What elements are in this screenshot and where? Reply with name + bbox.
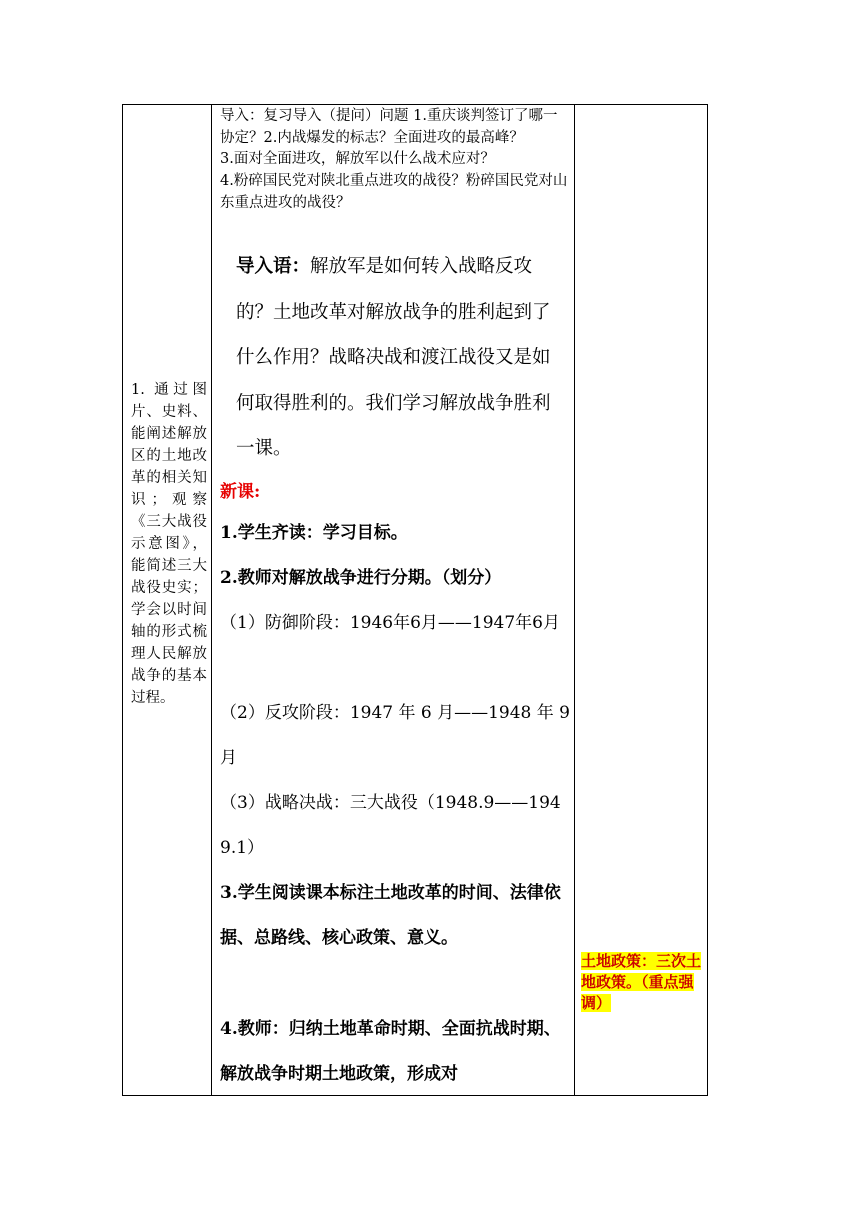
step-3: 3.学生阅读课本标注土地改革的时间、法律依据、总路线、核心政策、意义。 bbox=[220, 883, 561, 948]
step-2: 2.教师对解放战争进行分期。（划分） bbox=[220, 568, 502, 588]
intro-text: 解放军是如何转入战略反攻的？土地改革对解放战争的胜利起到了什么作用？战略决战和渡江战役又是如何取得胜利的。我们学习解放战争胜利一课。 bbox=[236, 256, 551, 459]
teaching-process-cell bbox=[212, 105, 574, 1095]
notes-cell bbox=[575, 105, 707, 1095]
new-lesson-heading: 新课: bbox=[220, 482, 261, 502]
review-line-2: 3.面对全面进攻，解放军以什么战术应对？ bbox=[220, 151, 495, 168]
learning-objective-text: 1. 通过图片、史料、能阐述解放区的土地改革的相关知识；观察《三大战役示意图》，能简述三大战役史实；学会以时间轴的形式梳理人民解放战争的基本过程。 bbox=[131, 382, 207, 706]
review-line-3: 4.粉碎国民党对陕北重点进攻的战役？粉碎国民党对山东重点进攻的战役？ bbox=[220, 173, 568, 211]
intro-lead: 导入语： bbox=[236, 256, 311, 277]
review-line-1: 导入：复习导入（提问）问题 1.重庆谈判签订了哪一协定？2.内战爆发的标志？全面进攻的最高峰？ bbox=[220, 108, 558, 146]
highlighted-note-text: 土地政策：三次土地政策。（重点强调） bbox=[581, 952, 702, 1012]
phase-1: （1）防御阶段：1946年6月——1947年6月 bbox=[220, 613, 560, 633]
review-questions bbox=[220, 106, 570, 215]
land-policy-note bbox=[581, 951, 703, 1014]
objectives-cell bbox=[123, 105, 211, 1095]
intro-paragraph bbox=[236, 244, 566, 472]
step-4: 4.教师：归纳土地革命时期、全面抗战时期、解放战争时期土地政策，形成对 bbox=[220, 1019, 561, 1084]
phase-2: （2）反攻阶段：1947 年 6 月——1948 年 9 月 bbox=[220, 703, 570, 768]
lesson-plan-table bbox=[122, 104, 708, 1096]
phase-3: （3）战略决战：三大战役（1948.9——1949.1） bbox=[220, 793, 561, 858]
step-1: 1.学生齐读：学习目标。 bbox=[220, 523, 408, 543]
